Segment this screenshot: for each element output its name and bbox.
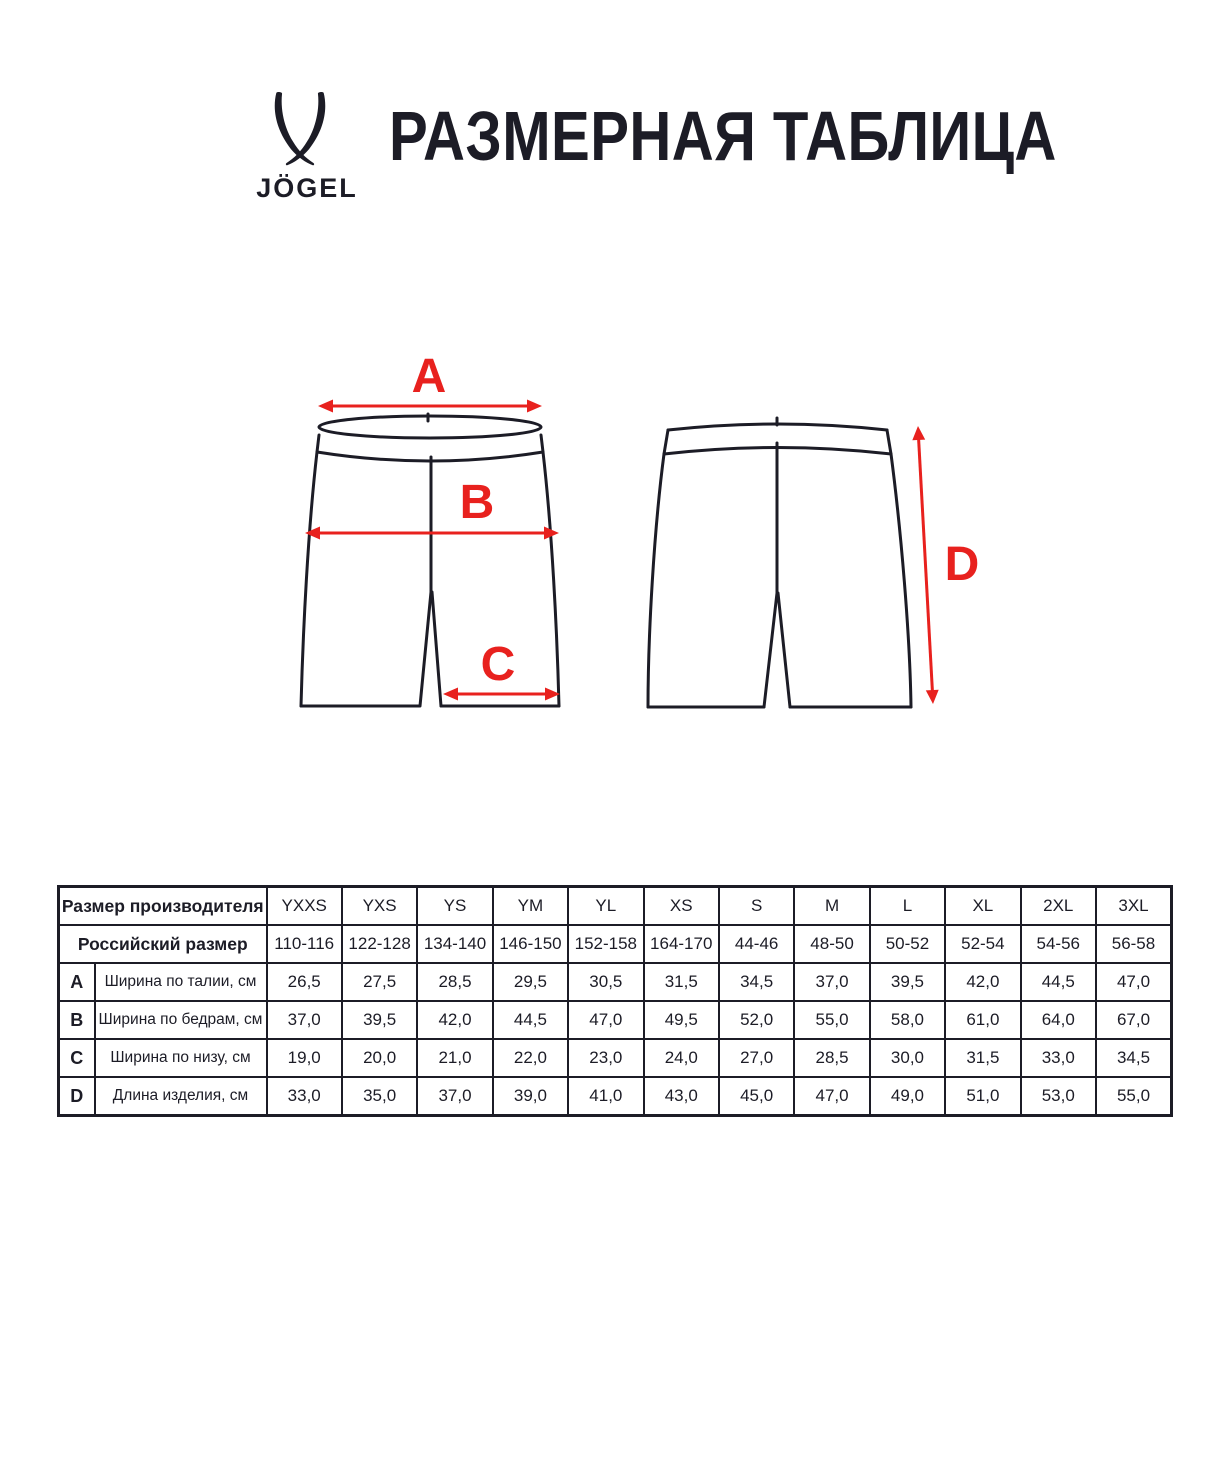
measure-value-cell: 19,0 bbox=[267, 1039, 342, 1077]
measure-value-cell: 41,0 bbox=[568, 1077, 643, 1116]
measure-value-cell: 43,0 bbox=[644, 1077, 719, 1116]
measure-value-cell: 34,5 bbox=[1096, 1039, 1172, 1077]
table-row-manufacturer bbox=[59, 887, 1172, 926]
measure-label-cell: Ширина по талии, см bbox=[95, 963, 267, 1001]
measure-value-cell: 51,0 bbox=[945, 1077, 1020, 1116]
size-col-header: YL bbox=[568, 887, 643, 926]
measure-value-cell: 61,0 bbox=[945, 1001, 1020, 1039]
measure-value-cell: 27,0 bbox=[719, 1039, 794, 1077]
measure-value-cell: 37,0 bbox=[417, 1077, 492, 1116]
russian-size-cell: 48-50 bbox=[794, 925, 869, 963]
measure-value-cell: 30,0 bbox=[870, 1039, 945, 1077]
measure-value-cell: 47,0 bbox=[1096, 963, 1172, 1001]
measure-value-cell: 29,5 bbox=[493, 963, 568, 1001]
shorts-back-outline bbox=[648, 418, 911, 707]
table-row-measure bbox=[59, 1001, 1172, 1039]
measure-letter-cell: C bbox=[59, 1039, 95, 1077]
measure-value-cell: 49,5 bbox=[644, 1001, 719, 1039]
measure-letter-a: A bbox=[411, 350, 447, 403]
russian-size-label: Российский размер bbox=[59, 925, 267, 963]
russian-size-cell: 152-158 bbox=[568, 925, 643, 963]
measure-value-cell: 58,0 bbox=[870, 1001, 945, 1039]
measure-value-cell: 31,5 bbox=[945, 1039, 1020, 1077]
measure-value-cell: 45,0 bbox=[719, 1077, 794, 1116]
measure-value-cell: 64,0 bbox=[1021, 1001, 1096, 1039]
arrow-d bbox=[919, 439, 933, 691]
size-col-header: XS bbox=[644, 887, 719, 926]
russian-size-cell: 146-150 bbox=[493, 925, 568, 963]
measure-value-cell: 67,0 bbox=[1096, 1001, 1172, 1039]
measure-value-cell: 47,0 bbox=[568, 1001, 643, 1039]
measure-value-cell: 44,5 bbox=[493, 1001, 568, 1039]
measure-value-cell: 24,0 bbox=[644, 1039, 719, 1077]
size-col-header: L bbox=[870, 887, 945, 926]
measure-value-cell: 47,0 bbox=[794, 1077, 869, 1116]
size-col-header: YM bbox=[493, 887, 568, 926]
shorts-measurement-diagram bbox=[280, 340, 980, 740]
russian-size-cell: 164-170 bbox=[644, 925, 719, 963]
measure-value-cell: 21,0 bbox=[417, 1039, 492, 1077]
jogel-logo-icon bbox=[268, 90, 332, 170]
measure-value-cell: 27,5 bbox=[342, 963, 417, 1001]
page-title: РАЗМЕРНАЯ ТАБЛИЦА bbox=[389, 97, 1057, 175]
measure-label-cell: Ширина по бедрам, см bbox=[95, 1001, 267, 1039]
measure-value-cell: 33,0 bbox=[1021, 1039, 1096, 1077]
measure-value-cell: 42,0 bbox=[417, 1001, 492, 1039]
measure-value-cell: 37,0 bbox=[267, 1001, 342, 1039]
measure-label-cell: Длина изделия, см bbox=[95, 1077, 267, 1116]
measure-value-cell: 26,5 bbox=[267, 963, 342, 1001]
russian-size-cell: 122-128 bbox=[342, 925, 417, 963]
measure-value-cell: 42,0 bbox=[945, 963, 1020, 1001]
measure-letter-cell: B bbox=[59, 1001, 95, 1039]
russian-size-cell: 50-52 bbox=[870, 925, 945, 963]
russian-size-cell: 56-58 bbox=[1096, 925, 1172, 963]
measure-value-cell: 35,0 bbox=[342, 1077, 417, 1116]
measure-value-cell: 49,0 bbox=[870, 1077, 945, 1116]
measure-value-cell: 44,5 bbox=[1021, 963, 1096, 1001]
measure-value-cell: 53,0 bbox=[1021, 1077, 1096, 1116]
size-col-header: 3XL bbox=[1096, 887, 1172, 926]
measure-letter-cell: A bbox=[59, 963, 95, 1001]
measure-value-cell: 34,5 bbox=[719, 963, 794, 1001]
measure-value-cell: 22,0 bbox=[493, 1039, 568, 1077]
size-col-header: YXS bbox=[342, 887, 417, 926]
measure-value-cell: 39,5 bbox=[870, 963, 945, 1001]
size-col-header: YS bbox=[417, 887, 492, 926]
measure-value-cell: 31,5 bbox=[644, 963, 719, 1001]
russian-size-cell: 134-140 bbox=[417, 925, 492, 963]
size-col-header: M bbox=[794, 887, 869, 926]
russian-size-cell: 110-116 bbox=[267, 925, 342, 963]
russian-size-cell: 44-46 bbox=[719, 925, 794, 963]
measure-value-cell: 37,0 bbox=[794, 963, 869, 1001]
measure-value-cell: 30,5 bbox=[568, 963, 643, 1001]
measure-value-cell: 28,5 bbox=[417, 963, 492, 1001]
table-row-measure bbox=[59, 1077, 1172, 1116]
measure-value-cell: 39,0 bbox=[493, 1077, 568, 1116]
measure-letter-b: B bbox=[459, 476, 495, 529]
measurement-arrowheads bbox=[305, 400, 939, 705]
measure-letter-c: C bbox=[480, 638, 516, 691]
measure-value-cell: 55,0 bbox=[1096, 1077, 1172, 1116]
measure-letter-d: D bbox=[944, 538, 980, 591]
table-row-measure bbox=[59, 1039, 1172, 1077]
measure-value-cell: 23,0 bbox=[568, 1039, 643, 1077]
size-col-header: XL bbox=[945, 887, 1020, 926]
shorts-front-outline bbox=[301, 414, 559, 706]
measure-label-cell: Ширина по низу, см bbox=[95, 1039, 267, 1077]
table-row-measure bbox=[59, 963, 1172, 1001]
russian-size-cell: 52-54 bbox=[945, 925, 1020, 963]
size-table bbox=[57, 885, 1173, 1117]
size-col-header: S bbox=[719, 887, 794, 926]
manufacturer-size-label: Размер производителя bbox=[59, 887, 267, 926]
brand-wordmark: JÖGEL bbox=[256, 173, 358, 203]
measure-value-cell: 55,0 bbox=[794, 1001, 869, 1039]
measure-value-cell: 20,0 bbox=[342, 1039, 417, 1077]
measure-value-cell: 52,0 bbox=[719, 1001, 794, 1039]
measure-value-cell: 28,5 bbox=[794, 1039, 869, 1077]
size-col-header: YXXS bbox=[267, 887, 342, 926]
table-row-russian bbox=[59, 925, 1172, 963]
size-col-header: 2XL bbox=[1021, 887, 1096, 926]
measure-value-cell: 33,0 bbox=[267, 1077, 342, 1116]
measure-letter-cell: D bbox=[59, 1077, 95, 1116]
measure-value-cell: 39,5 bbox=[342, 1001, 417, 1039]
russian-size-cell: 54-56 bbox=[1021, 925, 1096, 963]
